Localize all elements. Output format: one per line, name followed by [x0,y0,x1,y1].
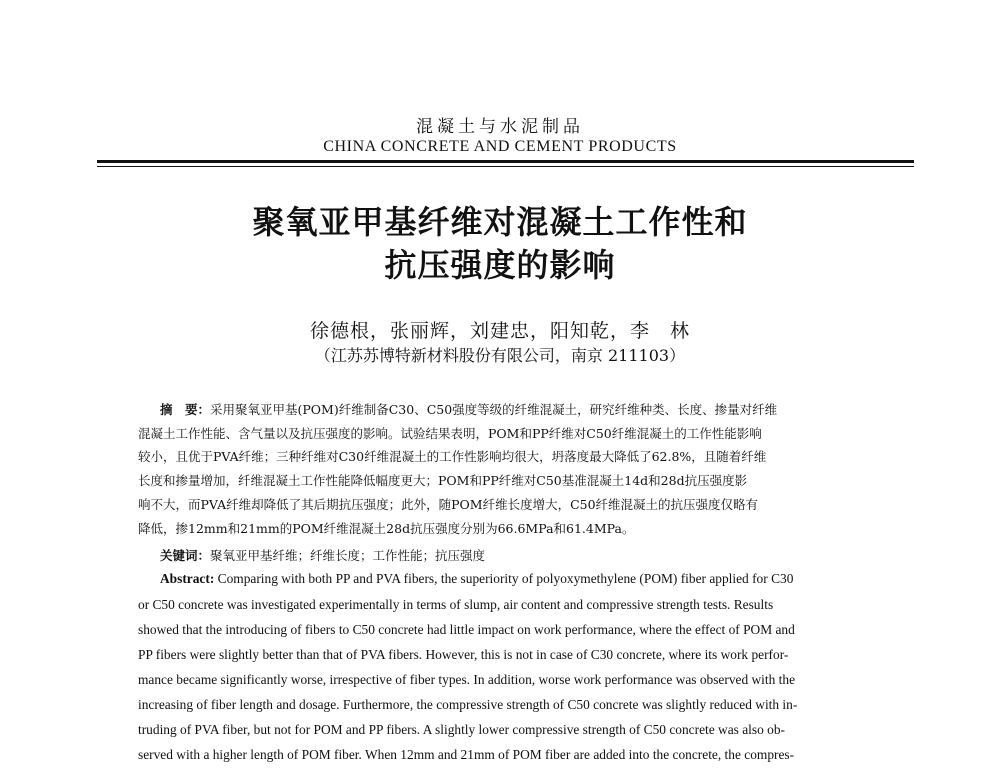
abstract-en-line: or C50 concrete was investigated experimentally in terms of slump, air content and compressive strength tests. Results [138,597,774,612]
abstract-en-line: PP fibers were slightly better than that of PVA fibers. However, this is not in case of C30 concrete, where its work perfor- [138,647,789,662]
abstract-cn-text: 采用聚氧亚甲基(POM)纤维制备C30、C50强度等级的纤维混凝土，研究纤维种类、长度、掺量对纤维 [210,402,778,417]
abstract-en-text: Comparing with both PP and PVA fibers, the superiority of polyoxymethylene (POM) fiber applied for C30 [217,571,794,586]
affiliation: （江苏苏博特新材料股份有限公司，南京 211103） [314,346,686,365]
abstract-en-line: mance became significantly worse, irrespective of fiber types. In addition, worse work performance was observed with the [138,672,796,687]
abstract-cn-line [160,400,777,418]
abstract-cn-line: 降低，掺12mm和21mm的POM纤维混凝土28d抗压强度分别为66.6MPa和61.4MPa。 [138,521,635,536]
abstract-en-label: Abstract: [160,571,215,586]
abstract-cn-label: 摘 要： [160,402,211,417]
keywords-label: 关键词： [160,548,211,563]
abstract-cn-line: 响不大，而PVA纤维却降低了其后期抗压强度；此外，随POM纤维长度增大，C50纤维混凝土的抗压强度仅略有 [138,497,759,512]
abstract-cn-line: 较小，且优于PVA纤维；三种纤维对C30纤维混凝土的工作性影响均很大，坍落度最大降低了62.8%，且随着纤维 [138,449,767,464]
abstract-en-line: served with a higher length of POM fiber. When 12mm and 21mm of POM fiber are added into the concrete, the compres- [138,747,795,762]
header-rule-thick [97,160,914,163]
abstract-en-line: increasing of fiber length and dosage. Furthermore, the compressive strength of C50 concrete was slightly reduced with in- [138,697,798,712]
abstract-en-line [160,571,793,587]
paper-title-line-2: 抗压强度的影响 [384,246,616,284]
journal-name-chinese: 混凝土与水泥制品 [416,117,584,137]
abstract-cn-line: 长度和掺量增加，纤维混凝土工作性能降低幅度更大；POM和PP纤维对C50基准混凝土14d和28d抗压强度影 [138,473,748,488]
abstract-cn-line: 混凝土工作性能、含气量以及抗压强度的影响。试验结果表明，POM和PP纤维对C50纤维混凝土的工作性能影响 [138,426,762,441]
journal-name-english: CHINA CONCRETE AND CEMENT PRODUCTS [323,138,677,155]
keywords-text: 聚氧亚甲基纤维；纤维长度；工作性能；抗压强度 [210,548,486,563]
abstract-en-line: showed that the introducing of fibers to C50 concrete had little impact on work performance, where the effect of POM and [138,622,795,637]
keywords-line [160,546,485,564]
author-list: 徐德根，张丽辉，刘建忠，阳知乾，李 林 [309,320,690,342]
abstract-en-line: truding of PVA fiber, but not for POM and PP fibers. A slightly lower compressive strength of C50 concrete was also ob- [138,722,785,737]
paper-title-line-1: 聚氧亚甲基纤维对混凝土工作性和 [252,203,748,241]
header-rule-thin [97,166,914,167]
